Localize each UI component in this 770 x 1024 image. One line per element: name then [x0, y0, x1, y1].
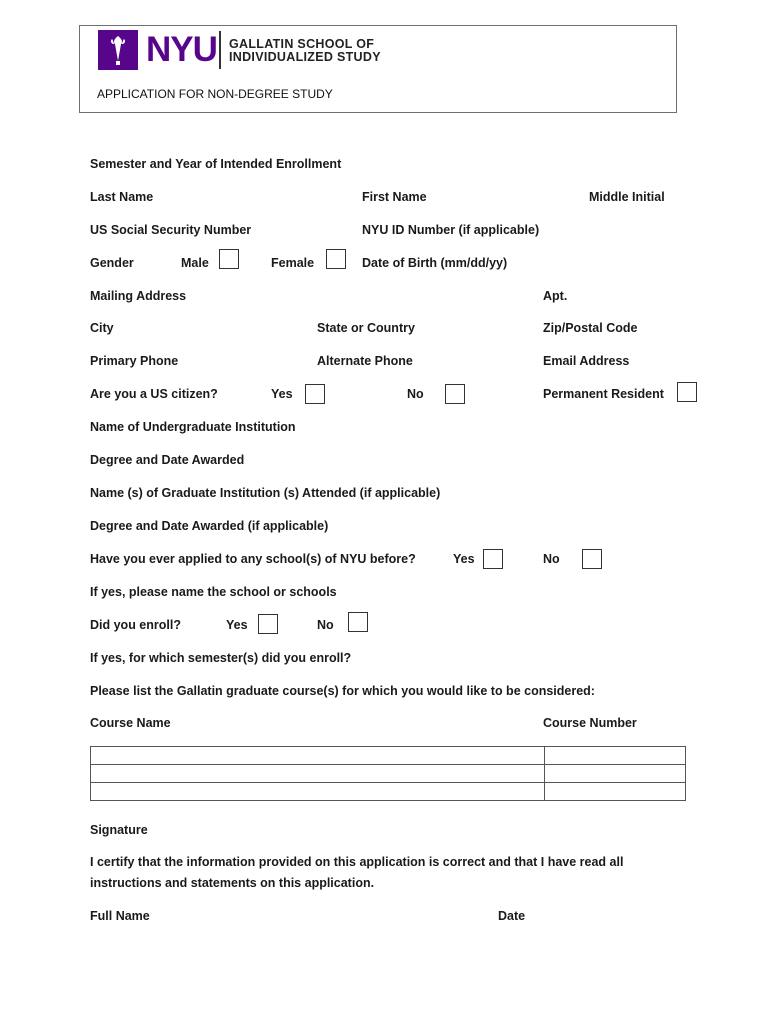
state-label: State or Country	[317, 321, 415, 335]
dob-label: Date of Birth (mm/dd/yy)	[362, 256, 508, 270]
applied-no-label: No	[543, 552, 560, 566]
ssn-label: US Social Security Number	[90, 223, 252, 237]
if-yes-school-label: If yes, please name the school or schools	[90, 585, 337, 599]
course-name-header: Course Name	[90, 716, 171, 730]
permanent-resident-label: Permanent Resident	[543, 387, 664, 401]
course-table	[90, 746, 686, 801]
form-title: APPLICATION FOR NON-DEGREE STUDY	[97, 87, 333, 101]
female-checkbox[interactable]	[326, 249, 346, 269]
logo-divider	[219, 31, 221, 69]
undergrad-institution-label: Name of Undergraduate Institution	[90, 420, 296, 434]
grad-degree-date-label: Degree and Date Awarded (if applicable)	[90, 519, 329, 533]
city-label: City	[90, 321, 114, 335]
citizen-no-label: No	[407, 387, 424, 401]
date-label: Date	[498, 909, 526, 923]
last-name-label: Last Name	[90, 190, 154, 204]
first-name-label: First Name	[362, 190, 427, 204]
citizen-label: Are you a US citizen?	[90, 387, 218, 401]
mailing-address-label: Mailing Address	[90, 289, 187, 303]
nyu-logo-word: NYU	[146, 30, 217, 69]
permanent-resident-checkbox[interactable]	[677, 382, 697, 402]
zip-label: Zip/Postal Code	[543, 321, 638, 335]
degree-date-label: Degree and Date Awarded	[90, 453, 245, 467]
course-name-cell[interactable]	[91, 765, 545, 783]
applied-no-checkbox[interactable]	[582, 549, 602, 569]
certify-line2: instructions and statements on this application.	[90, 876, 375, 890]
alternate-phone-label: Alternate Phone	[317, 354, 413, 368]
nyu-id-label: NYU ID Number (if applicable)	[362, 223, 540, 237]
middle-initial-label: Middle Initial	[589, 190, 665, 204]
course-name-cell[interactable]	[91, 747, 545, 765]
enroll-yes-label: Yes	[226, 618, 248, 632]
applied-yes-label: Yes	[453, 552, 475, 566]
course-number-cell[interactable]	[545, 747, 686, 765]
if-yes-semester-label: If yes, for which semester(s) did you enroll?	[90, 651, 352, 665]
school-name-line1: GALLATIN SCHOOL OF	[229, 37, 375, 51]
citizen-no-checkbox[interactable]	[445, 384, 465, 404]
gender-label: Gender	[90, 256, 134, 270]
apt-label: Apt.	[543, 289, 568, 303]
course-number-cell[interactable]	[545, 783, 686, 801]
full-name-label: Full Name	[90, 909, 150, 923]
applied-yes-checkbox[interactable]	[483, 549, 503, 569]
course-number-header: Course Number	[543, 716, 637, 730]
grad-institution-label: Name (s) of Graduate Institution (s) Attended (if applicable)	[90, 486, 441, 500]
email-label: Email Address	[543, 354, 630, 368]
male-label: Male	[181, 256, 209, 270]
certify-line1: I certify that the information provided on this application is correct and that I have read all	[90, 855, 624, 869]
did-enroll-label: Did you enroll?	[90, 618, 181, 632]
enroll-yes-checkbox[interactable]	[258, 614, 278, 634]
semester-label: Semester and Year of Intended Enrollment	[90, 157, 342, 171]
enroll-no-label: No	[317, 618, 334, 632]
primary-phone-label: Primary Phone	[90, 354, 179, 368]
list-courses-label: Please list the Gallatin graduate course(s) for which you would like to be considered:	[90, 684, 595, 698]
citizen-yes-label: Yes	[271, 387, 293, 401]
course-number-cell[interactable]	[545, 765, 686, 783]
table-row	[91, 765, 686, 783]
male-checkbox[interactable]	[219, 249, 239, 269]
table-row	[91, 747, 686, 765]
table-row	[91, 783, 686, 801]
torch-icon	[98, 30, 138, 70]
course-name-cell[interactable]	[91, 783, 545, 801]
applied-before-label: Have you ever applied to any school(s) of NYU before?	[90, 552, 416, 566]
citizen-yes-checkbox[interactable]	[305, 384, 325, 404]
signature-label: Signature	[90, 823, 148, 837]
female-label: Female	[271, 256, 315, 270]
enroll-no-checkbox[interactable]	[348, 612, 368, 632]
school-name-line2: INDIVIDUALIZED STUDY	[229, 50, 381, 64]
